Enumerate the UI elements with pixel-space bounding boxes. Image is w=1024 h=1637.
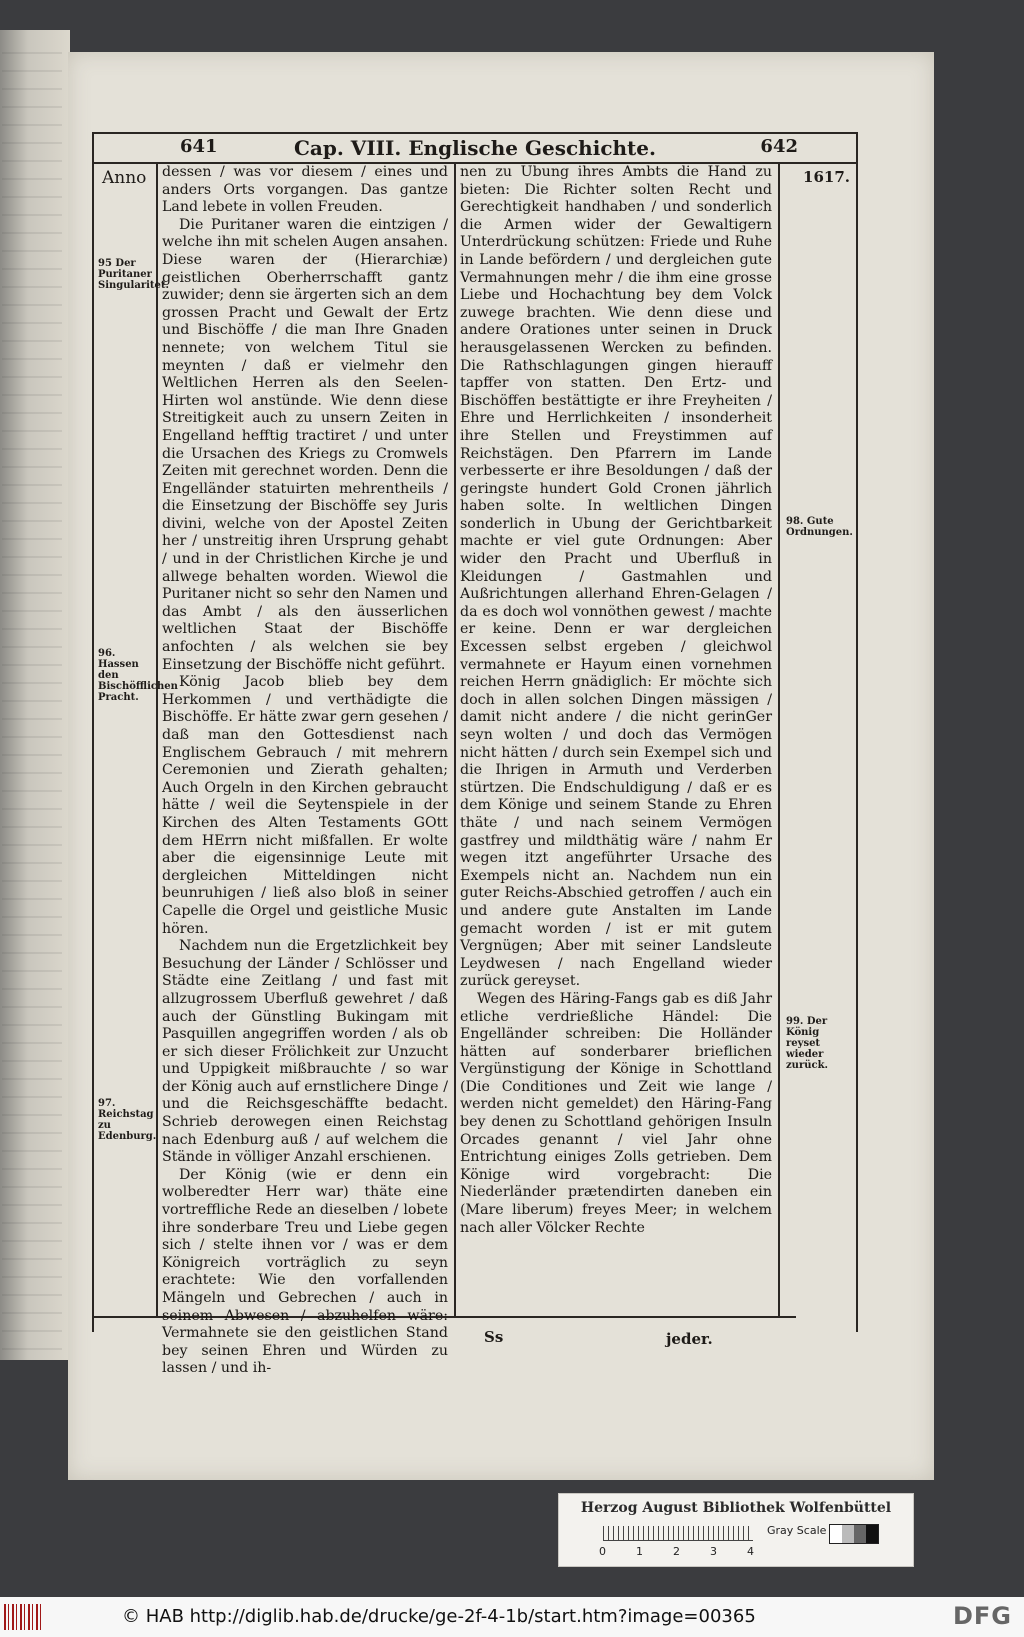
paragraph: dessen / was vor diesem / eines und anders Orts vorgangen. Das gantze Land lebete in vollen Freuden.: [162, 164, 448, 216]
barcode-icon: [4, 1604, 44, 1630]
margin-note-98: 98. Gute Ordnungen.: [786, 516, 853, 538]
page-number-left: 641: [180, 136, 218, 157]
source-link[interactable]: © HAB http://diglib.hab.de/drucke/ge-2f-4-1b/start.htm?image=00365: [122, 1606, 756, 1627]
left-margin-rule: [156, 162, 158, 1318]
paragraph: Nachdem nun die Ergetzlichkeit bey Besuchung der Länder / Schlösser und Städte eine Zeitlang / und fast mit allzugrossem Uberfluß gewehret / daß auch der Günstling Bukingam mit Pasquillen angegriffen worden / als ob er sich dieser Frölichkeit zur Unzucht und Uppigkeit mißbrauchte / so war der König auch auf ernstlichere Dinge / und die Reichsgeschäffte bedacht. Schrieb derowegen einen Reichstag nach Edenburg auß / auf welchem die Stände in völliger Anzahl erschienen.: [162, 938, 448, 1166]
margin-anno: Anno: [102, 168, 147, 188]
right-margin-rule: [778, 162, 780, 1318]
text-column-right: [460, 164, 772, 1314]
column-divider: [454, 162, 456, 1318]
left-page-edge: [0, 30, 70, 1360]
ruler-label: 3: [710, 1545, 717, 1558]
library-color-card: [558, 1493, 914, 1567]
page-number-right: 642: [760, 136, 798, 157]
viewer-footer: [0, 1597, 1024, 1637]
ruler-label: 2: [673, 1545, 680, 1558]
library-name: Herzog August Bibliothek Wolfenbüttel: [580, 1500, 892, 1516]
margin-note-97: 97. Reichstag zu Edenburg.: [98, 1098, 157, 1142]
ruler-label: 1: [636, 1545, 643, 1558]
page-frame: [92, 132, 858, 1377]
scale-ruler: [603, 1526, 753, 1541]
left-page-ghost-text: [2, 50, 62, 1350]
paragraph: Der König (wie er denn ein wolberedter Herr war) thäte eine vortreffliche Rede an dieselben / lobete ihre sonderbare Treu und Liebe gegen sich / stelte ihnen vor / was er dem Königreich vorträglich zu seyn erachtete: Wie den vorfallenden Mängeln und Gebrechen / auch in seinem Abwesen / abzuhelfen wäre: Vermahnete sie den geistlichen Stand bey seinen Ehren und Würden zu lassen / und ih-: [162, 1166, 448, 1377]
ruler-label: 4: [747, 1545, 754, 1558]
gray-scale-swatch: [829, 1524, 879, 1544]
paragraph: nen zu Ubung ihres Ambts die Hand zu bieten: Die Richter solten Recht und Gerechtigkeit handhaben / und sonderlich die Armen wider der Gewaltigern Unterdrückung schützen: Friede und Ruhe in Lande befördern / und dergleichen gute Vermahnungen mehr / die ihm eine grosse Liebe und Hochachtung bey dem Volck zuwege brachten. Wie denn diese und andere Orationes unter seinen in Druck herausgelassenen Wercken zu befinden. Die Rathschlagungen gingen hierauff tapffer von statten. Den Ertz- und Bischöffen bestättigte er ihre Freyheiten / Ehre und Herrlichkeiten / insonderheit ihre Stellen und Freystimmen auf Reichstägen. Den Pfarrern im Lande verbesserte er ihre Besoldungen / daß der geringste hundert Gold Cronen jährlich haben solte. In weltlichen Dingen sonderlich in Ubung der Gerichtbarkeit machte er viel gute Ordnungen: Aber wider den Pracht und Uberfluß in Kleidungen / Gastmahlen und Außrichtungen allerhand Ehren-Gelagen / da es doch wol vonnöthen gewest / machte er keine. Denn er war dergleichen Excessen selbst ergeben / gleichwol vermahnete er Hayum einen vornehmen reichen Herrn gnädiglich: Er möchte sich doch in allen solchen Dingen mässigen / damit nicht andere / die nicht gerinGer seyn wolten / und doch das Vermögen nicht hätten / durch sein Exempel sich und die Ihrigen in Armuth und Verderben stürtzen. Die Endschuldigung / daß er es dem Könige und seinem Stande zu Ehren thäte / und nach seinem Vermögen gastfrey und mildthätig wäre / nahm Er wegen itzt angeführter Ursache des Exempels nicht an. Nachdem nun ein guter Reichs-Abschied getroffen / auch ein und andere gute Anstalten im Lande gemacht worden / ist er mit gutem Vergnügen; Aber mit seiner Landsleute Leydwesen / nach Engelland wieder zurück gereyset.: [460, 164, 772, 990]
margin-note-99: 99. Der König reyset wieder zurück.: [786, 1016, 828, 1071]
ruler-label: 0: [599, 1545, 606, 1558]
paragraph: Die Puritaner waren die eintzigen / welche ihn mit schelen Augen ansahen. Diese waren der (Hierarchiæ) geistlichen Oberherrschafft gantz zuwider; denn sie ärgerten sich an dem grossen Pracht und Gewalt der Ertz und Bischöffe / die man Ihre Gnaden nennete; von welchem Titul sie meynten / daß er vielmehr den Weltlichen Herren als den Seelen-Hirten wol anstünde. Wie denn diese Streitigkeit auch zu unsern Zeiten in Engelland hefftig tractiret / und unter die Ursachen des Kriegs zu Cromwels Zeiten mit gerechnet worden. Denn die Engelländer statuirten mehrentheils / die Einsetzung der Bischöffe sey Juris divini, welche von der Apostel Zeiten her / unstreitig ihren Ursprung gehabt / und in der Christlichen Kirche je und allwege behalten worden. Wiewol die Puritaner nicht so sehr den Namen und das Ambt / als den äusserlichen weltlichen Staat der Bischöffe anfochten / als welchen sie bey Einsetzung der Bischöffe nicht geführt.: [162, 216, 448, 673]
book-page: [68, 52, 934, 1480]
paragraph: König Jacob blieb bey dem Herkommen / und verthädigte die Bischöffe. Er hätte zwar gern gesehen / daß man den Gottesdienst nach Englischem Gebrauch / mit mehrern Ceremonien und Zierath gehalten; Auch Orgeln in den Kirchen gebraucht hätte / weil die Seytenspiele in der Kirchen des Alten Testaments GOtt dem HErrn nicht mißfallen. Er wolte aber die eigensinnige Leute mit dergleichen Mitteldingen nicht beunruhigen / ließ also bloß in seiner Capelle die Orgel und geistliche Music hören.: [162, 674, 448, 937]
text-column-left: [162, 164, 448, 1377]
running-title: Cap. VIII. Englische Geschichte.: [294, 136, 656, 160]
paragraph: Wegen des Häring-Fangs gab es diß Jahr etliche verdrießliche Händel: Die Engelländer schreiben: Die Holländer hätten auf sonderbarer brieflichen Vergünstigung der Könige in Schottland (Die Conditiones und Zeit wie lange / werden nicht gemeldet) den Häring-Fang bey denen zu Schottland gehörigen Insuln Orcades genannt / viel Jahr ohne Entrichtung einiges Zolls getrieben. Dem Könige wird vorgebracht: Die Niederländer prætendirten daneben ein (Mare liberum) freyes Meer; in welchem nach aller Völcker Rechte: [460, 990, 772, 1236]
margin-year: 1617.: [803, 168, 850, 186]
gray-scale-label: Gray Scale: [767, 1524, 827, 1537]
signature-mark: Ss: [484, 1328, 504, 1346]
catchword: jeder.: [666, 1330, 713, 1348]
dfg-logo: DFG: [952, 1602, 1012, 1630]
margin-note-95: 95 Der Puritaner Singularitet.: [98, 258, 169, 291]
margin-note-96: 96. Hassen den Bischöfflichen Pracht.: [98, 648, 178, 703]
